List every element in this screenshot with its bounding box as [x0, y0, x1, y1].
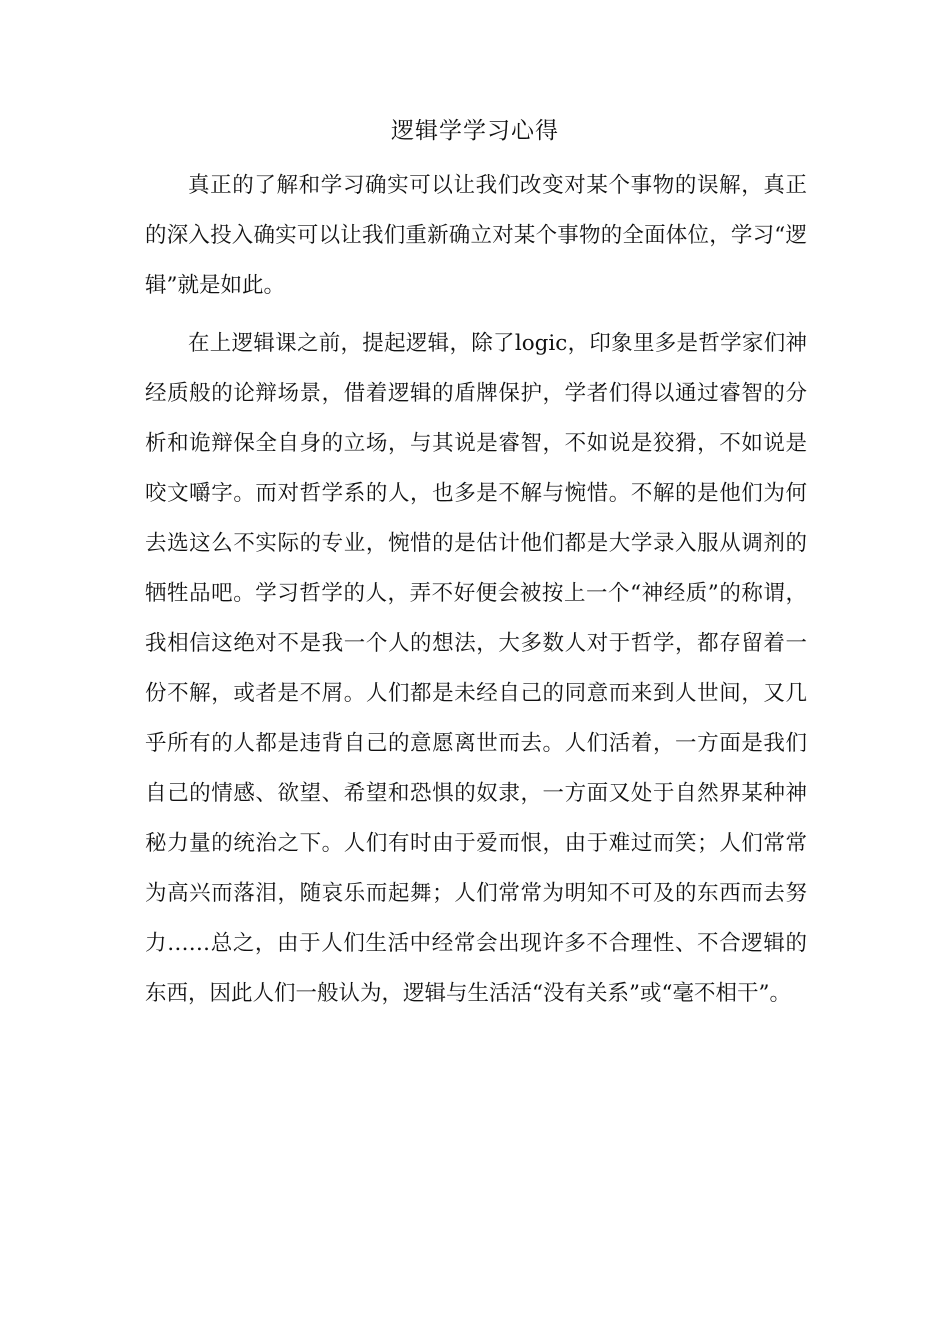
paragraph-main: 在上逻辑课之前，提起逻辑，除了logic，印象里多是哲学家们神经质般的论辩场景，借着逻辑的盾牌保护，学者们得以通过睿智的分析和诡辩保全自身的立场，与其说是睿智，不如说是狡猾，不如说是咬文嚼字。而对哲学系的人，也多是不解与惋惜。不解的是他们为何去选这么不实际的专业，惋惜的是估计他们都是大学录入服从调剂的牺牲品吧。学习哲学的人，弄不好便会被按上一个“神经质”的称谓，我相信这绝对不是我一个人的想法，大多数人对于哲学，都存留着一份不解，或者是不屑。人们都是未经自己的同意而来到人世间，又几乎所有的人都是违背自己的意愿离世而去。人们活着，一方面是我们自己的情感、欲望、希望和恐惧的奴隶，一方面又处于自然界某种神秘力量的统治之下。人们有时由于爱而恨，由于难过而笑；人们常常为高兴而落泪，随哀乐而起舞；人们常常为明知不可及的东西而去努力……总之，由于人们生活中经常会出现许多不合理性、不合逻辑的东西，因此人们一般认为，逻辑与生活活“没有关系”或“毫不相干”。 — [145, 331, 807, 1006]
document-body — [145, 161, 807, 1019]
document-title: 逻辑学学习心得 — [391, 118, 559, 144]
paragraph-intro: 真正的了解和学习确实可以让我们改变对某个事物的误解，真正的深入投入确实可以让我们重新确立对某个事物的全面体位，学习“逻辑”就是如此。 — [145, 173, 807, 298]
